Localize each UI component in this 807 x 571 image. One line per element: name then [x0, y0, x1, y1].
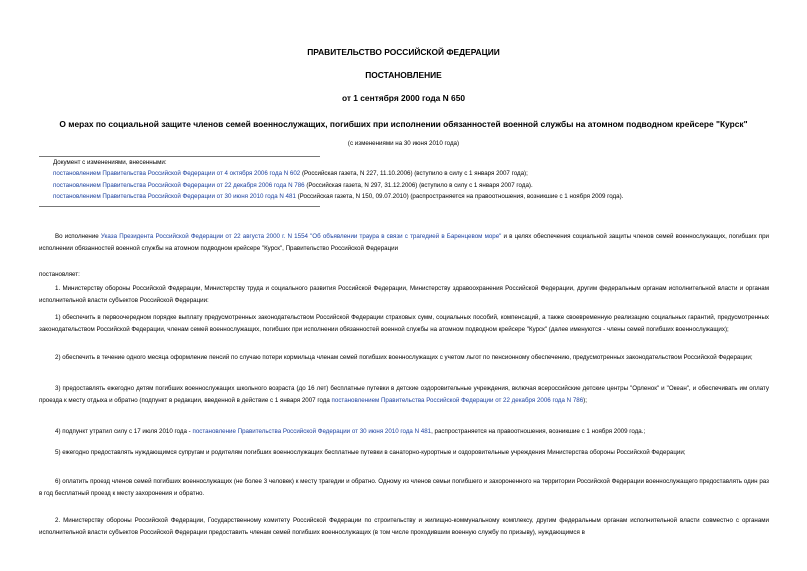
paragraph-1-5-text: 5) ежегодно предоставлять нуждающимся супругам и родителям погибших военнослужащих бесплатные путевки в санаторно-курортные и оздоровительные учреждения Министерства обороны Российской Федерации;: [55, 449, 686, 456]
paragraph-1-6-text: 6) оплатить проезд членов семей погибших военнослужащих (не более 3 человек) к месту трагедии и обратно. Одному из членов семьи погибшего и захороненного на территории Российской Федерации военнослужащего предоставлять один раз в год бесплатный проезд к месту захоронения и обратно.: [39, 478, 769, 497]
amendment-item: [53, 180, 793, 192]
paragraph-1-1: [39, 312, 769, 335]
paragraph-1-1-text: 1) обеспечить в первоочередном порядке выплату предусмотренных законодательством Российской Федерации страховых сумм, социальных пособий, компенсаций, а также своевременную реализацию социальных гарантий, предусмотренных законодательством Российской Федерации, членам семей военнослужащих, погибших при исполнении обязанностей военной службы на атомном подводном крейсере "Курск" (далее именуются - члены семей погибших военнослужащих);: [39, 314, 769, 333]
date-number-heading: от 1 сентября 2000 года N 650: [341, 93, 466, 103]
paragraph-2: [39, 515, 769, 538]
document-type-heading: ПОСТАНОВЛЕНИЕ: [365, 70, 442, 80]
amendment-link[interactable]: постановлением Правительства Российской Федерации от 30 июня 2010 года N 481: [53, 193, 296, 200]
paragraph-1-3-text: 3) предоставлять ежегодно детям погибших военнослужащих школьного возраста (до 16 лет) бесплатные путевки в детские оздоровительные учреждения, включая всероссийские детские центры "Орленок" и "Океан", и обеспечивать им оплату проезда к месту отдыха и обратно (подпункт в редакции, введенной в действие с 1 января 2007 года: [39, 385, 769, 404]
paragraph-1-text: 1. Министерству обороны Российской Федерации, Министерству труда и социального развития Российской Федерации, Министерству здравоохранения Российской Федерации, другим федеральным органам исполнительной власти и органам исполнительной власти субъектов Российской Федерации:: [39, 285, 769, 304]
amendment-786-link[interactable]: постановлением Правительства Российской Федерации от 22 декабря 2006 года N 786: [331, 396, 584, 404]
paragraph-1-3-tail: );: [583, 396, 587, 404]
paragraph-1-2-text: 2) обеспечить в течение одного месяца оформление пенсий по случаю потери кормильца членам семей погибших военнослужащих с учетом льгот по пенсионному обеспечению, предусмотренных законодательством Российской Федерации;: [55, 354, 753, 361]
paragraph-1-6: [39, 476, 769, 499]
intro-text-cont: и в целях обеспечения социальной защиты членов семей военнослужащих, погибших при исполнении обязанностей военной службы на атомном подводном крейсере "Курск", Правительство Российской Федерации: [39, 233, 769, 252]
paragraph-2-text: 2. Министерству обороны Российской Федерации, Государственному комитету Российской Федерации по строительству и жилищно-коммунальному комплексу, другим федеральным органам исполнительной власти совместно с органами исполнительной власти субъектов Российской Федерации предоставить членам семей погибших военнослужащих (в том числе проходившим военную службу по призыву), нуждающимся в: [39, 517, 769, 536]
paragraph-1: [39, 283, 769, 306]
changes-note: (с изменениями на 30 июня 2010 года): [347, 140, 460, 147]
paragraph-1-4-tail: , распространяется на правоотношения, возникшие с 1 ноября 2009 года.;: [431, 428, 646, 435]
amendment-text: (Российская газета, N 227, 11.10.2006) (вступило в силу с 1 января 2007 года);: [300, 170, 528, 177]
amendment-text: (Российская газета, N 297, 31.12.2006) (вступило в силу с 1 января 2007 года).: [304, 182, 533, 189]
amendments-intro: Документ с изменениями, внесенными:: [53, 159, 167, 166]
amendment-link[interactable]: постановлением Правительства Российской Федерации от 4 октября 2006 года N 602: [53, 170, 301, 177]
paragraph-1-4-text: 4) подпункт утратил силу с 17 июля 2010 года -: [55, 428, 193, 435]
divider-bottom: [39, 206, 320, 207]
amendment-item: [53, 168, 793, 180]
decree-link[interactable]: Указа Президента Российской Федерации от 22 августа 2000 г. N 1554 "Об объявлении траура в связи с трагедией в Баренцевом море": [100, 233, 502, 240]
intro-paragraph: [39, 231, 769, 254]
paragraph-1-3: [39, 383, 769, 406]
paragraph-1-4: [39, 426, 769, 438]
amendment-link[interactable]: постановлением Правительства Российской Федерации от 22 декабря 2006 года N 786: [53, 182, 305, 189]
intro-text: Во исполнение: [55, 233, 101, 240]
resolves-line: постановляет:: [39, 271, 80, 278]
amendment-text: (Российская газета, N 150, 09.07.2010) (распространяется на правоотношения, возникшие с 1 ноября 2009 года).: [295, 193, 624, 200]
paragraph-1-5: [39, 447, 769, 459]
amendment-item: [53, 191, 793, 203]
paragraph-1-2: [39, 352, 769, 364]
amendment-481-link[interactable]: постановление Правительства Российской Федерации от 30 июня 2010 года N 481: [192, 428, 432, 435]
document-title: О мерах по социальной защите членов семей военнослужащих, погибших при исполнении обязанностей военной службы на атомном подводном крейсере "Курск": [59, 119, 748, 129]
government-heading: ПРАВИТЕЛЬСТВО РОССИЙСКОЙ ФЕДЕРАЦИИ: [307, 47, 500, 57]
